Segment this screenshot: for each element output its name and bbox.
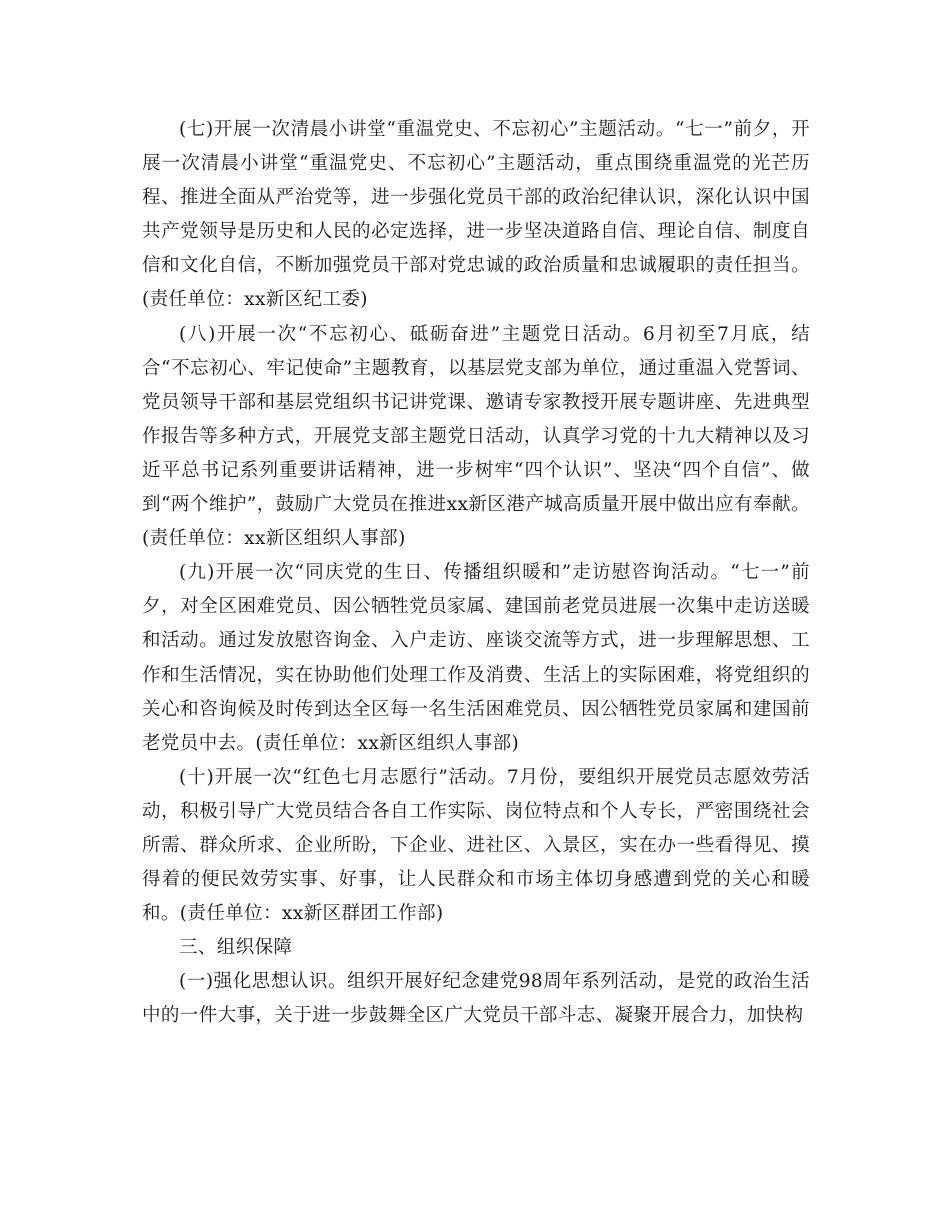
paragraph-activity-8: (八)开展一次“不忘初心、砥砺奋进”主题党日活动。6月初至7月底，结合“不忘初心、牢记使命”主题教育，以基层党支部为单位，通过重温入党誓词、党员领导干部和基层党组织书记讲党课、邀请专家教授开展专题讲座、先进典型作报告等多种方式，开展党支部主题党日活动，认真学习党的十九大精神以及习近平总书记系列重要讲话精神，进一步树牢“四个认识”、坚决“四个自信”、做到“两个维护”，鼓励广大党员在推进xx新区港产城高质量开展中做出应有奉献。(责任单位：xx新区组织人事部): [142, 323, 810, 550]
paragraph-activity-10: (十)开展一次“红色七月志愿行”活动。7月份，要组织开展党员志愿效劳活动，积极引导广大党员结合各自工作实际、岗位特点和个人专长，严密围绕社会所需、群众所求、企业所盼，下企业、进社区、入景区，实在办一些看得见、摸得着的便民效劳实事、好事，让人民群众和市场主体切身感遭到党的关心和暖和。(责任单位：xx新区群团工作部): [142, 766, 810, 925]
paragraph-activity-9: (九)开展一次“同庆党的生日、传播组织暖和”走访慰咨询活动。“七一”前夕，对全区困难党员、因公牺牲党员家属、建国前老党员进展一次集中走访送暖和活动。通过发放慰咨询金、入户走访、座谈交流等方式，进一步理解思想、工作和生活情况，实在协助他们处理工作及消费、生活上的实际困难，将党组织的关心和咨询候及时传到达全区每一名生活困难党员、因公牺牲党员家属和建国前老党员中去。(责任单位：xx新区组织人事部): [142, 562, 810, 754]
section-heading-organization: 三、组织保障: [179, 937, 293, 959]
document-body: [142, 113, 810, 1034]
paragraph-activity-7: (七)开展一次清晨小讲堂“重温党史、不忘初心”主题活动。“七一”前夕，开展一次清晨小讲堂“重温党史、不忘初心”主题活动，重点围绕重温党的光芒历程、推进全面从严治党等，进一步强化党员干部的政治纪律认识，深化认识中国共产党领导是历史和人民的必定选择，进一步坚决道路自信、理论自信、制度自信和文化自信，不断加强党员干部对党忠诚的政治质量和忠诚履职的责任担当。(责任单位：xx新区纪工委): [142, 119, 810, 311]
paragraph-guarantee-1: (一)强化思想认识。组织开展好纪念建党98周年系列活动，是党的政治生活中的一件大事，关于进一步鼓舞全区广大党员干部斗志、凝聚开展合力，加快构: [142, 971, 810, 1027]
